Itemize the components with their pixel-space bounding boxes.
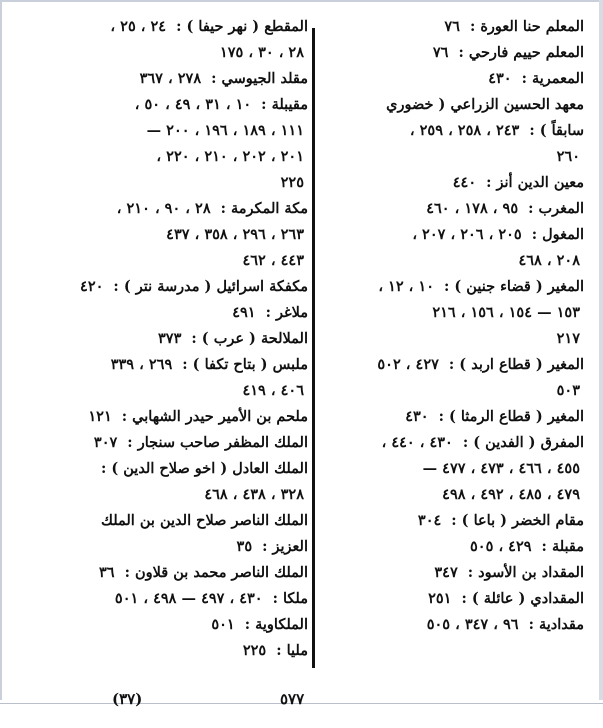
entry-pages: ٢٢٥ — [280, 174, 304, 191]
index-entry — [86, 118, 308, 144]
index-entry — [312, 40, 584, 66]
entry-pages: ١٠ ، ١٢ ، — [378, 278, 434, 295]
entry-label: سابقاً ) : — [529, 122, 584, 139]
entry-pages: ٣٦ — [98, 564, 115, 581]
index-entry — [312, 170, 584, 196]
entry-pages: ١٠ ، ٣١ ، ٤٩ ، ٥٠ ، — [134, 96, 252, 113]
entry-label: المغير ( قطاع الرمثا ) : — [438, 408, 584, 425]
index-entry — [86, 638, 308, 664]
index-entry — [312, 352, 584, 378]
index-entry — [86, 404, 308, 430]
entry-label: المعلم حنا العورة : — [469, 18, 584, 35]
index-entry — [86, 534, 308, 560]
entry-label: الملك الناصر محمد بن قلاون : — [124, 564, 308, 581]
entry-label: الملك الناصر صلاح الدين بن الملك — [100, 512, 308, 529]
entry-label: الملك العادل ( اخو صلاح الدين ) : — [100, 460, 308, 477]
index-entry — [86, 222, 308, 248]
entry-pages: ١١١ ، ١٨٩ ، ١٩٦ ، ٢٠٠ — — [146, 122, 304, 139]
entry-pages: ٢٤٣ ، ٢٥٨ ، ٢٥٩ ، — [409, 122, 520, 139]
index-entry — [312, 482, 584, 508]
entry-label: مقبلة : — [541, 538, 584, 555]
entry-label: مليا : — [276, 642, 308, 659]
entry-pages: ٤٣٠ ، ٤٩٧ — ٤٩٨ ، ٥٠١ — [114, 590, 263, 607]
index-entry — [312, 248, 584, 274]
entry-pages: ٤٣٠ — [405, 408, 429, 425]
entry-label: المعلم حييم فارحي : — [458, 44, 584, 61]
index-entry — [312, 430, 584, 456]
index-entry — [86, 144, 308, 170]
entry-pages: ٤٩١ — [232, 304, 256, 321]
index-entry — [86, 456, 308, 482]
entry-pages: ٤٤٠ — [452, 174, 477, 191]
entry-pages: ٢٧٨ ، ٣٦٧ — [139, 70, 202, 87]
entry-pages: ٣٢٨ ، ٤٣٨ ، ٤٦٨ — [204, 486, 304, 503]
index-entry — [312, 14, 584, 40]
entry-label: مكفكة اسرائيل ( مدرسة نتر ) : — [113, 278, 308, 295]
index-entry — [312, 196, 584, 222]
entry-pages: ٢٦٣ ، ٢٩٦ ، ٣٥٨ ، ٤٣٧ — [166, 226, 304, 243]
entry-label: العزيز : — [262, 538, 308, 555]
entry-pages: ٤٣٠ — [488, 70, 512, 87]
entry-pages: ٤٢٩ ، ٥٠٥ — [470, 538, 532, 555]
index-entry — [312, 508, 584, 534]
entry-label: المقطع ( نهر حيفا ) : — [176, 18, 308, 35]
index-entry — [86, 92, 308, 118]
entry-pages: ٤٢٧ ، ٥٠٢ — [377, 356, 439, 373]
entry-label: الملالحة ( عرب ) : — [191, 330, 308, 347]
entry-label: مقام الخضر ( باعا ) : — [451, 512, 584, 529]
scan-edge-left — [0, 0, 2, 700]
entry-label: مقيبلة : — [261, 96, 308, 113]
entry-pages: ٢٠٥ ، ٢٠٦ ، ٢٠٧ ، — [412, 226, 522, 243]
index-entry — [86, 40, 308, 66]
entry-pages: ٩٦ ، ٣٤٧ ، ٥٠٥ — [426, 616, 519, 633]
entry-label: المغول : — [531, 226, 584, 243]
entry-pages: ٢٤ ، ٢٥ ، — [110, 18, 167, 35]
entry-pages: ٣٠٤ — [417, 512, 442, 529]
entry-pages: ٧٦ — [444, 18, 460, 35]
entry-pages: ١٥٣ — ١٥٤ ، ١٥٦ ، ٢١٦ — [432, 304, 580, 321]
entry-pages: ١٢١ — [88, 408, 112, 425]
entry-label: المغير ( قطاع اربد ) : — [448, 356, 584, 373]
index-entry — [86, 300, 308, 326]
index-column-left — [80, 14, 308, 674]
entry-pages: ٣٥ — [236, 538, 253, 555]
entry-pages: ٢٨ ، ٣٠ ، ١٧٥ — [219, 44, 304, 61]
index-entry — [86, 326, 308, 352]
index-entry — [312, 456, 584, 482]
entry-pages: ٤٧٩ ، ٤٨٥ ، ٤٩٢ ، ٤٩٨ — [442, 486, 580, 503]
index-entry — [86, 612, 308, 638]
index-entry — [312, 66, 584, 92]
index-entry — [86, 482, 308, 508]
index-entry — [86, 430, 308, 456]
entry-label: ملبس ( بتاح تكفا ) : — [182, 356, 308, 373]
index-entry — [86, 196, 308, 222]
entry-label: معين الدين أنز : — [486, 174, 584, 191]
index-entry — [312, 274, 584, 300]
index-entry — [312, 560, 584, 586]
index-entry — [312, 118, 584, 144]
entry-pages: ٣٤٧ — [434, 564, 458, 581]
entry-pages: ٢٠٨ ، ٤٦٨ — [518, 252, 580, 269]
index-entry — [86, 170, 308, 196]
index-entry — [312, 534, 584, 560]
entry-pages: ٢٢٥ — [242, 642, 267, 659]
scan-edge-right — [599, 0, 603, 700]
index-entry — [86, 586, 308, 612]
entry-label: مقدادية : — [528, 616, 584, 633]
entry-pages: ٩٥ ، ١٧٨ ، ٤٦٠ — [426, 200, 519, 217]
index-entry — [86, 560, 308, 586]
entry-pages: ٢٨ ، ٩٠ ، ٢١٠ ، — [116, 200, 211, 217]
entry-pages: ٧٦ — [432, 44, 449, 61]
entry-pages: ٤٣٠ ، ٤٤٠ ، — [381, 434, 453, 451]
index-entry — [86, 508, 308, 534]
entry-label: المغرب : — [528, 200, 584, 217]
entry-label: المفرق ( الفدين ) : — [462, 434, 584, 451]
index-entry — [312, 144, 584, 170]
entry-pages: ٤٠٦ ، ٤١٩ — [242, 382, 304, 399]
entry-label: ملحم بن الأمير حيدر الشهابي : — [121, 408, 308, 425]
entry-pages: ٤٥٥ ، ٤٦٦ ، ٤٧٣ ، ٤٧٧ — — [422, 460, 580, 477]
index-entry — [312, 612, 584, 638]
entry-label: المغير ( قضاء جنين ) : — [443, 278, 584, 295]
index-entry — [312, 326, 584, 352]
entry-pages: ٥٠٣ — [556, 382, 580, 399]
page-number: ٥٧٧ — [280, 690, 305, 708]
entry-pages: ٥٠١ — [211, 616, 235, 633]
index-entry — [86, 378, 308, 404]
entry-label: الملك المظفر صاحب سنجار : — [127, 434, 308, 451]
index-entry — [312, 586, 584, 612]
index-entry — [86, 352, 308, 378]
index-entry — [312, 378, 584, 404]
part-number: (٣٧) — [112, 690, 143, 708]
index-entry — [86, 248, 308, 274]
entry-pages: ٢٠١ ، ٢٠٢ ، ٢١٠ ، ٢٢٠ ، — [156, 148, 304, 165]
entry-label: مقلد الجيوسي : — [211, 70, 308, 87]
entry-label: ملكا : — [272, 590, 308, 607]
scan-edge-top — [0, 0, 603, 2]
index-entry — [86, 14, 308, 40]
entry-pages: ٢٦٠ — [556, 148, 580, 165]
entry-pages: ٣٧٣ — [158, 330, 182, 347]
index-entry — [312, 404, 584, 430]
entry-pages: ٢٦٩ ، ٣٣٩ — [110, 356, 173, 373]
entry-pages: ٣٠٧ — [93, 434, 118, 451]
entry-label: المعمرية : — [521, 70, 584, 87]
index-entry — [312, 92, 584, 118]
entry-pages: ٢٥١ — [428, 590, 452, 607]
index-entry — [312, 222, 584, 248]
entry-pages: ٤٢٠ — [80, 278, 104, 295]
entry-label: معهد الحسين الزراعي ( خضوري — [386, 96, 584, 113]
entry-pages: ٤٤٣ ، ٤٦٢ — [242, 252, 304, 269]
entry-label: المقدادي ( عائلة ) : — [461, 590, 584, 607]
index-entry — [86, 66, 308, 92]
entry-label: مكة المكرمة : — [220, 200, 308, 217]
index-entry — [80, 274, 308, 300]
entry-label: الملكاوية : — [244, 616, 308, 633]
index-column-right — [312, 14, 584, 674]
entry-label: المقداد بن الأسود : — [467, 564, 584, 581]
index-entry — [312, 300, 584, 326]
entry-label: ملاغر : — [265, 304, 308, 321]
entry-pages: ٢١٧ — [556, 330, 580, 347]
